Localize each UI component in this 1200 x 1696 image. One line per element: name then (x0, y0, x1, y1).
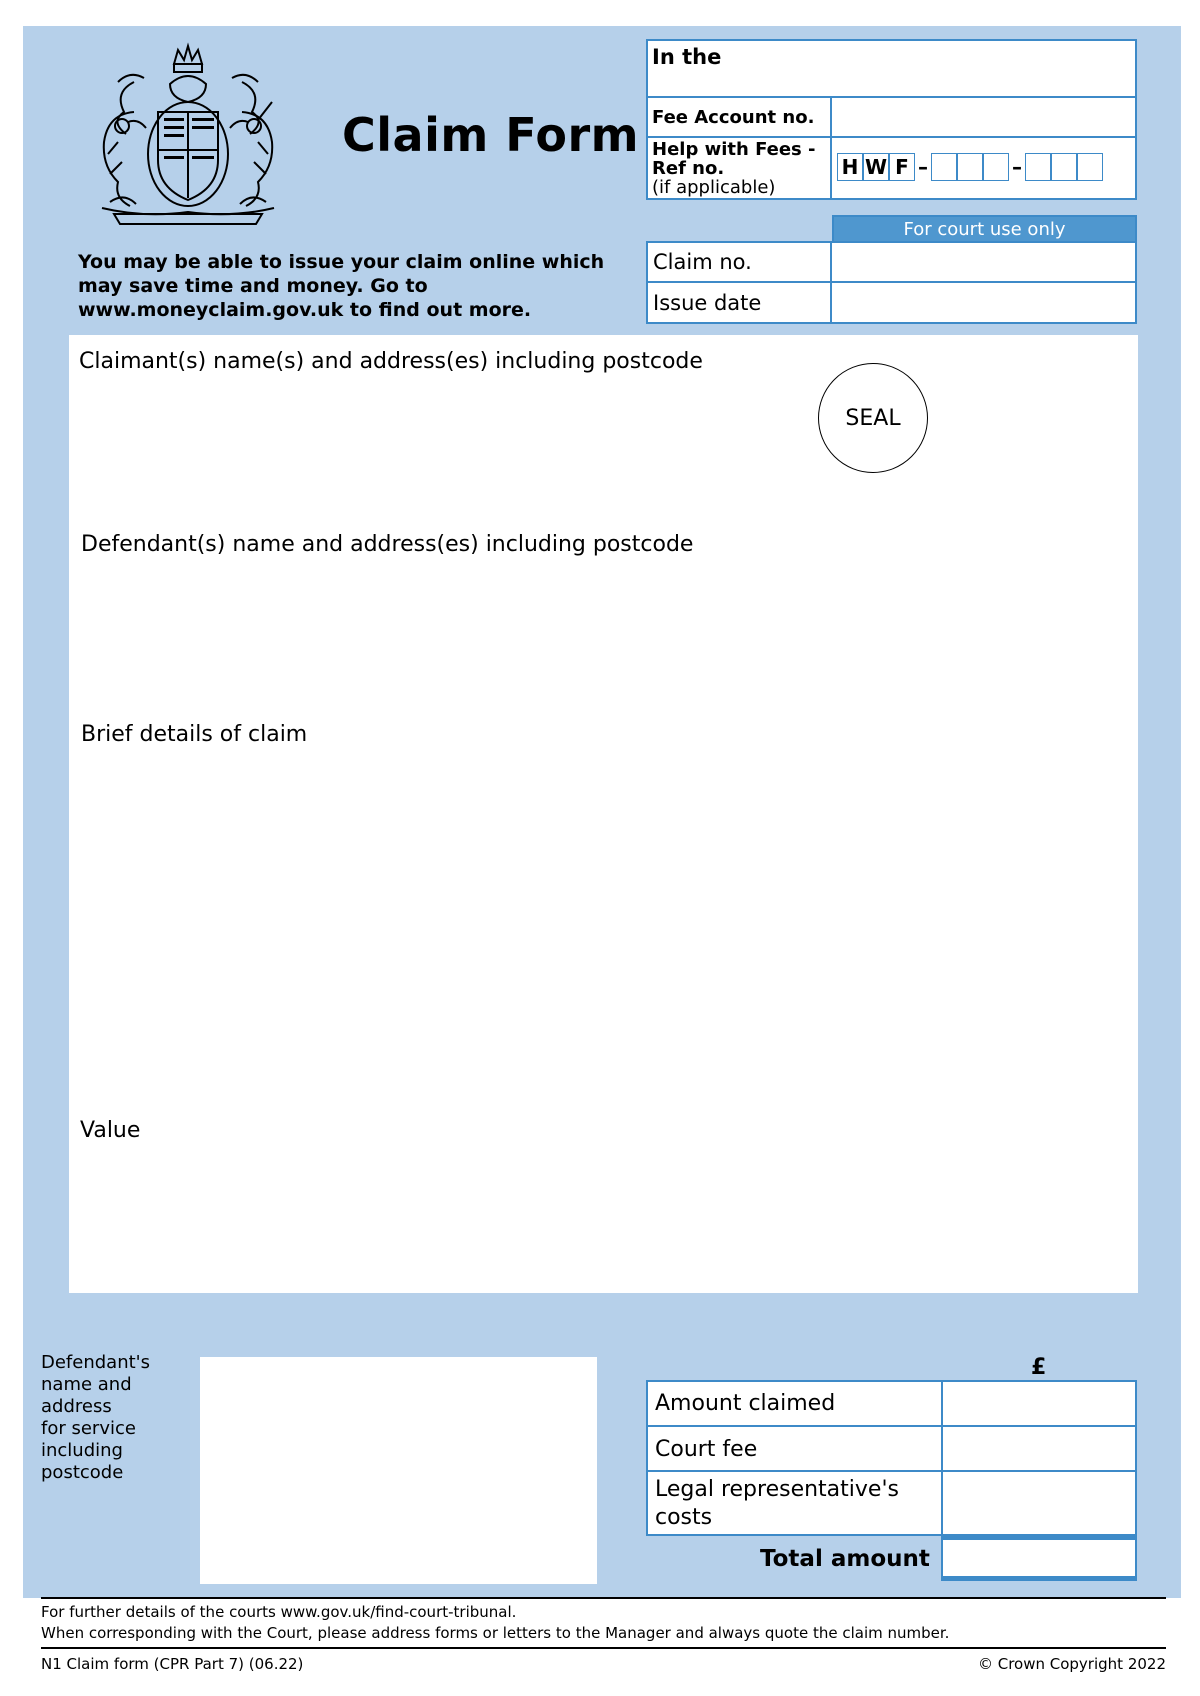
hwf-digit-box[interactable] (1051, 153, 1077, 181)
hwf-letter-w: W (864, 155, 888, 179)
help-with-fees-line1: Help with Fees - (652, 139, 816, 160)
issue-date-label: Issue date (653, 291, 762, 315)
service-address-label (41, 1352, 191, 1484)
amount-claimed-field[interactable] (941, 1380, 1137, 1427)
total-amount-label: Total amount (760, 1546, 930, 1572)
claim-no-row (646, 241, 832, 283)
claim-no-field[interactable] (830, 241, 1137, 283)
claim-details-area[interactable] (69, 335, 1138, 1293)
form-reference: N1 Claim form (CPR Part 7) (06.22) (41, 1655, 304, 1673)
footer-correspondence-note: When corresponding with the Court, please address forms or letters to the Manager and always quote the claim number. (41, 1624, 950, 1642)
in-the-court-field[interactable] (646, 39, 1137, 98)
hwf-dash: – (918, 155, 928, 179)
total-amount-field[interactable] (941, 1536, 1137, 1581)
hwf-letter-f: F (889, 153, 915, 181)
hwf-digit-box[interactable] (957, 153, 983, 181)
court-use-banner: For court use only (832, 215, 1137, 243)
service-label-line: including (41, 1440, 123, 1461)
online-claim-note: You may be able to issue your claim online which may save time and money. Go to www.moneyclaim.gov.uk to find out more. (78, 251, 605, 321)
court-fee-field[interactable] (941, 1425, 1137, 1472)
form-title: Claim Form (342, 108, 640, 162)
legal-costs-label (655, 1476, 899, 1532)
copyright-notice: © Crown Copyright 2022 (977, 1655, 1166, 1673)
brief-details-label: Brief details of claim (81, 722, 308, 747)
footer-courts-note: For further details of the courts www.gov.uk/find-court-tribunal. (41, 1603, 517, 1621)
service-label-line: Defendant's (41, 1352, 151, 1373)
issue-date-row (646, 281, 832, 324)
court-fee-row (646, 1425, 943, 1472)
fee-account-row (646, 96, 832, 138)
service-label-line: postcode (41, 1462, 124, 1483)
service-label-line: for service (41, 1418, 136, 1439)
claim-no-label: Claim no. (653, 250, 752, 274)
hwf-reference-grid (837, 153, 1103, 181)
amount-claimed-label: Amount claimed (655, 1391, 836, 1416)
value-label: Value (80, 1118, 141, 1143)
help-with-fees-row (646, 136, 832, 200)
hwf-dash: – (1012, 155, 1022, 179)
legal-costs-field[interactable] (941, 1470, 1137, 1536)
hwf-digit-box[interactable] (931, 153, 957, 181)
seal-stamp (818, 363, 928, 473)
fee-account-field[interactable] (830, 96, 1137, 138)
service-label-line: address (41, 1396, 112, 1417)
amount-claimed-row (646, 1380, 943, 1427)
service-label-line: name and (41, 1374, 132, 1395)
defendant-label: Defendant(s) name and address(es) including postcode (81, 532, 694, 557)
help-with-fees-line3: (if applicable) (652, 177, 776, 198)
claimant-label: Claimant(s) name(s) and address(es) including postcode (79, 349, 703, 374)
service-address-field[interactable] (200, 1357, 597, 1584)
currency-symbol: £ (1031, 1355, 1047, 1380)
help-with-fees-label (652, 140, 816, 197)
hwf-digit-box[interactable] (983, 153, 1009, 181)
legal-costs-row (646, 1470, 943, 1536)
legal-costs-line2: costs (655, 1505, 713, 1530)
footer-rule-top (41, 1597, 1166, 1599)
issue-date-field[interactable] (830, 281, 1137, 324)
seal-label: SEAL (845, 405, 901, 431)
court-fee-label: Court fee (655, 1437, 758, 1462)
help-with-fees-line2: Ref no. (652, 158, 725, 179)
hwf-digit-box[interactable] (1077, 153, 1103, 181)
hwf-digit-box[interactable] (1025, 153, 1051, 181)
in-the-label: In the (652, 45, 722, 69)
hwf-letter-h: H (837, 153, 863, 181)
royal-coat-of-arms-icon (74, 42, 302, 228)
fee-account-label: Fee Account no. (652, 107, 815, 128)
footer-rule-bottom (41, 1647, 1166, 1649)
legal-costs-line1: Legal representative's (655, 1477, 899, 1502)
